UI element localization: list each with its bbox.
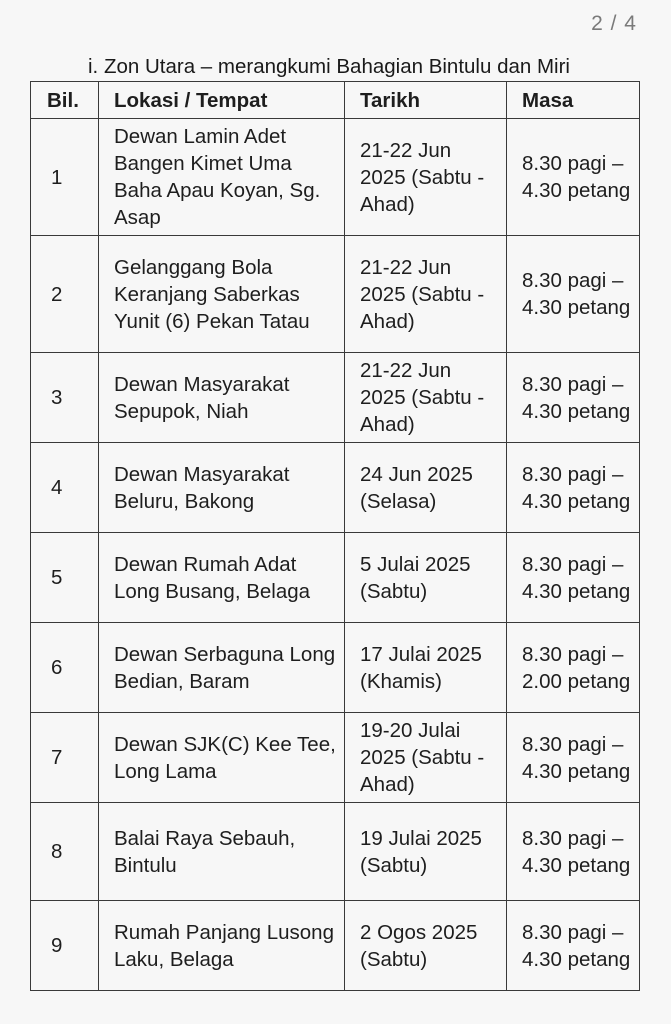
table-row xyxy=(31,623,640,713)
table-row xyxy=(31,353,640,443)
table-row xyxy=(31,443,640,533)
row-tarikh: 19-20 Julai 2025 (Sabtu - Ahad) xyxy=(345,713,507,803)
header-tarikh: Tarikh xyxy=(345,82,507,119)
header-lokasi: Lokasi / Tempat xyxy=(99,82,345,119)
row-tarikh: 21-22 Jun 2025 (Sabtu - Ahad) xyxy=(345,353,507,443)
row-bil: 2 xyxy=(31,236,99,353)
row-bil: 5 xyxy=(31,533,99,623)
table-row xyxy=(31,236,640,353)
row-lokasi: Dewan Masyarakat Beluru, Bakong xyxy=(99,443,345,533)
table-row xyxy=(31,533,640,623)
row-tarikh: 24 Jun 2025 (Selasa) xyxy=(345,443,507,533)
row-tarikh: 5 Julai 2025 (Sabtu) xyxy=(345,533,507,623)
row-lokasi: Gelanggang Bola Keranjang Saberkas Yunit (6) Pekan Tatau xyxy=(99,236,345,353)
row-bil: 7 xyxy=(31,713,99,803)
row-tarikh: 2 Ogos 2025 (Sabtu) xyxy=(345,901,507,991)
row-tarikh: 19 Julai 2025 (Sabtu) xyxy=(345,803,507,901)
table-row xyxy=(31,901,640,991)
row-masa: 8.30 pagi – 4.30 petang xyxy=(507,901,640,991)
row-bil: 6 xyxy=(31,623,99,713)
row-masa: 8.30 pagi – 4.30 petang xyxy=(507,119,640,236)
row-lokasi: Dewan Rumah Adat Long Busang, Belaga xyxy=(99,533,345,623)
row-lokasi: Dewan Masyarakat Sepupok, Niah xyxy=(99,353,345,443)
row-masa: 8.30 pagi – 4.30 petang xyxy=(507,236,640,353)
row-masa: 8.30 pagi – 4.30 petang xyxy=(507,353,640,443)
row-lokasi: Dewan SJK(C) Kee Tee, Long Lama xyxy=(99,713,345,803)
row-lokasi: Dewan Serbaguna Long Bedian, Baram xyxy=(99,623,345,713)
page-number: 2 / 4 xyxy=(591,12,637,35)
row-bil: 8 xyxy=(31,803,99,901)
header-bil: Bil. xyxy=(31,82,99,119)
row-lokasi: Dewan Lamin Adet Bangen Kimet Uma Baha Apau Koyan, Sg. Asap xyxy=(99,119,345,236)
row-tarikh: 17 Julai 2025 (Khamis) xyxy=(345,623,507,713)
row-masa: 8.30 pagi – 4.30 petang xyxy=(507,533,640,623)
row-bil: 9 xyxy=(31,901,99,991)
row-masa: 8.30 pagi – 2.00 petang xyxy=(507,623,640,713)
row-bil: 4 xyxy=(31,443,99,533)
header-masa: Masa xyxy=(507,82,640,119)
row-tarikh: 21-22 Jun 2025 (Sabtu - Ahad) xyxy=(345,119,507,236)
table-row xyxy=(31,713,640,803)
table-header-row xyxy=(31,82,640,119)
row-lokasi: Rumah Panjang Lusong Laku, Belaga xyxy=(99,901,345,991)
row-bil: 3 xyxy=(31,353,99,443)
schedule-table xyxy=(30,81,640,991)
row-masa: 8.30 pagi – 4.30 petang xyxy=(507,803,640,901)
table-row xyxy=(31,803,640,901)
row-tarikh: 21-22 Jun 2025 (Sabtu - Ahad) xyxy=(345,236,507,353)
row-bil: 1 xyxy=(31,119,99,236)
table-row xyxy=(31,119,640,236)
row-lokasi: Balai Raya Sebauh, Bintulu xyxy=(99,803,345,901)
row-masa: 8.30 pagi – 4.30 petang xyxy=(507,713,640,803)
row-masa: 8.30 pagi – 4.30 petang xyxy=(507,443,640,533)
section-title: i. Zon Utara – merangkumi Bahagian Bintulu dan Miri xyxy=(88,55,570,78)
